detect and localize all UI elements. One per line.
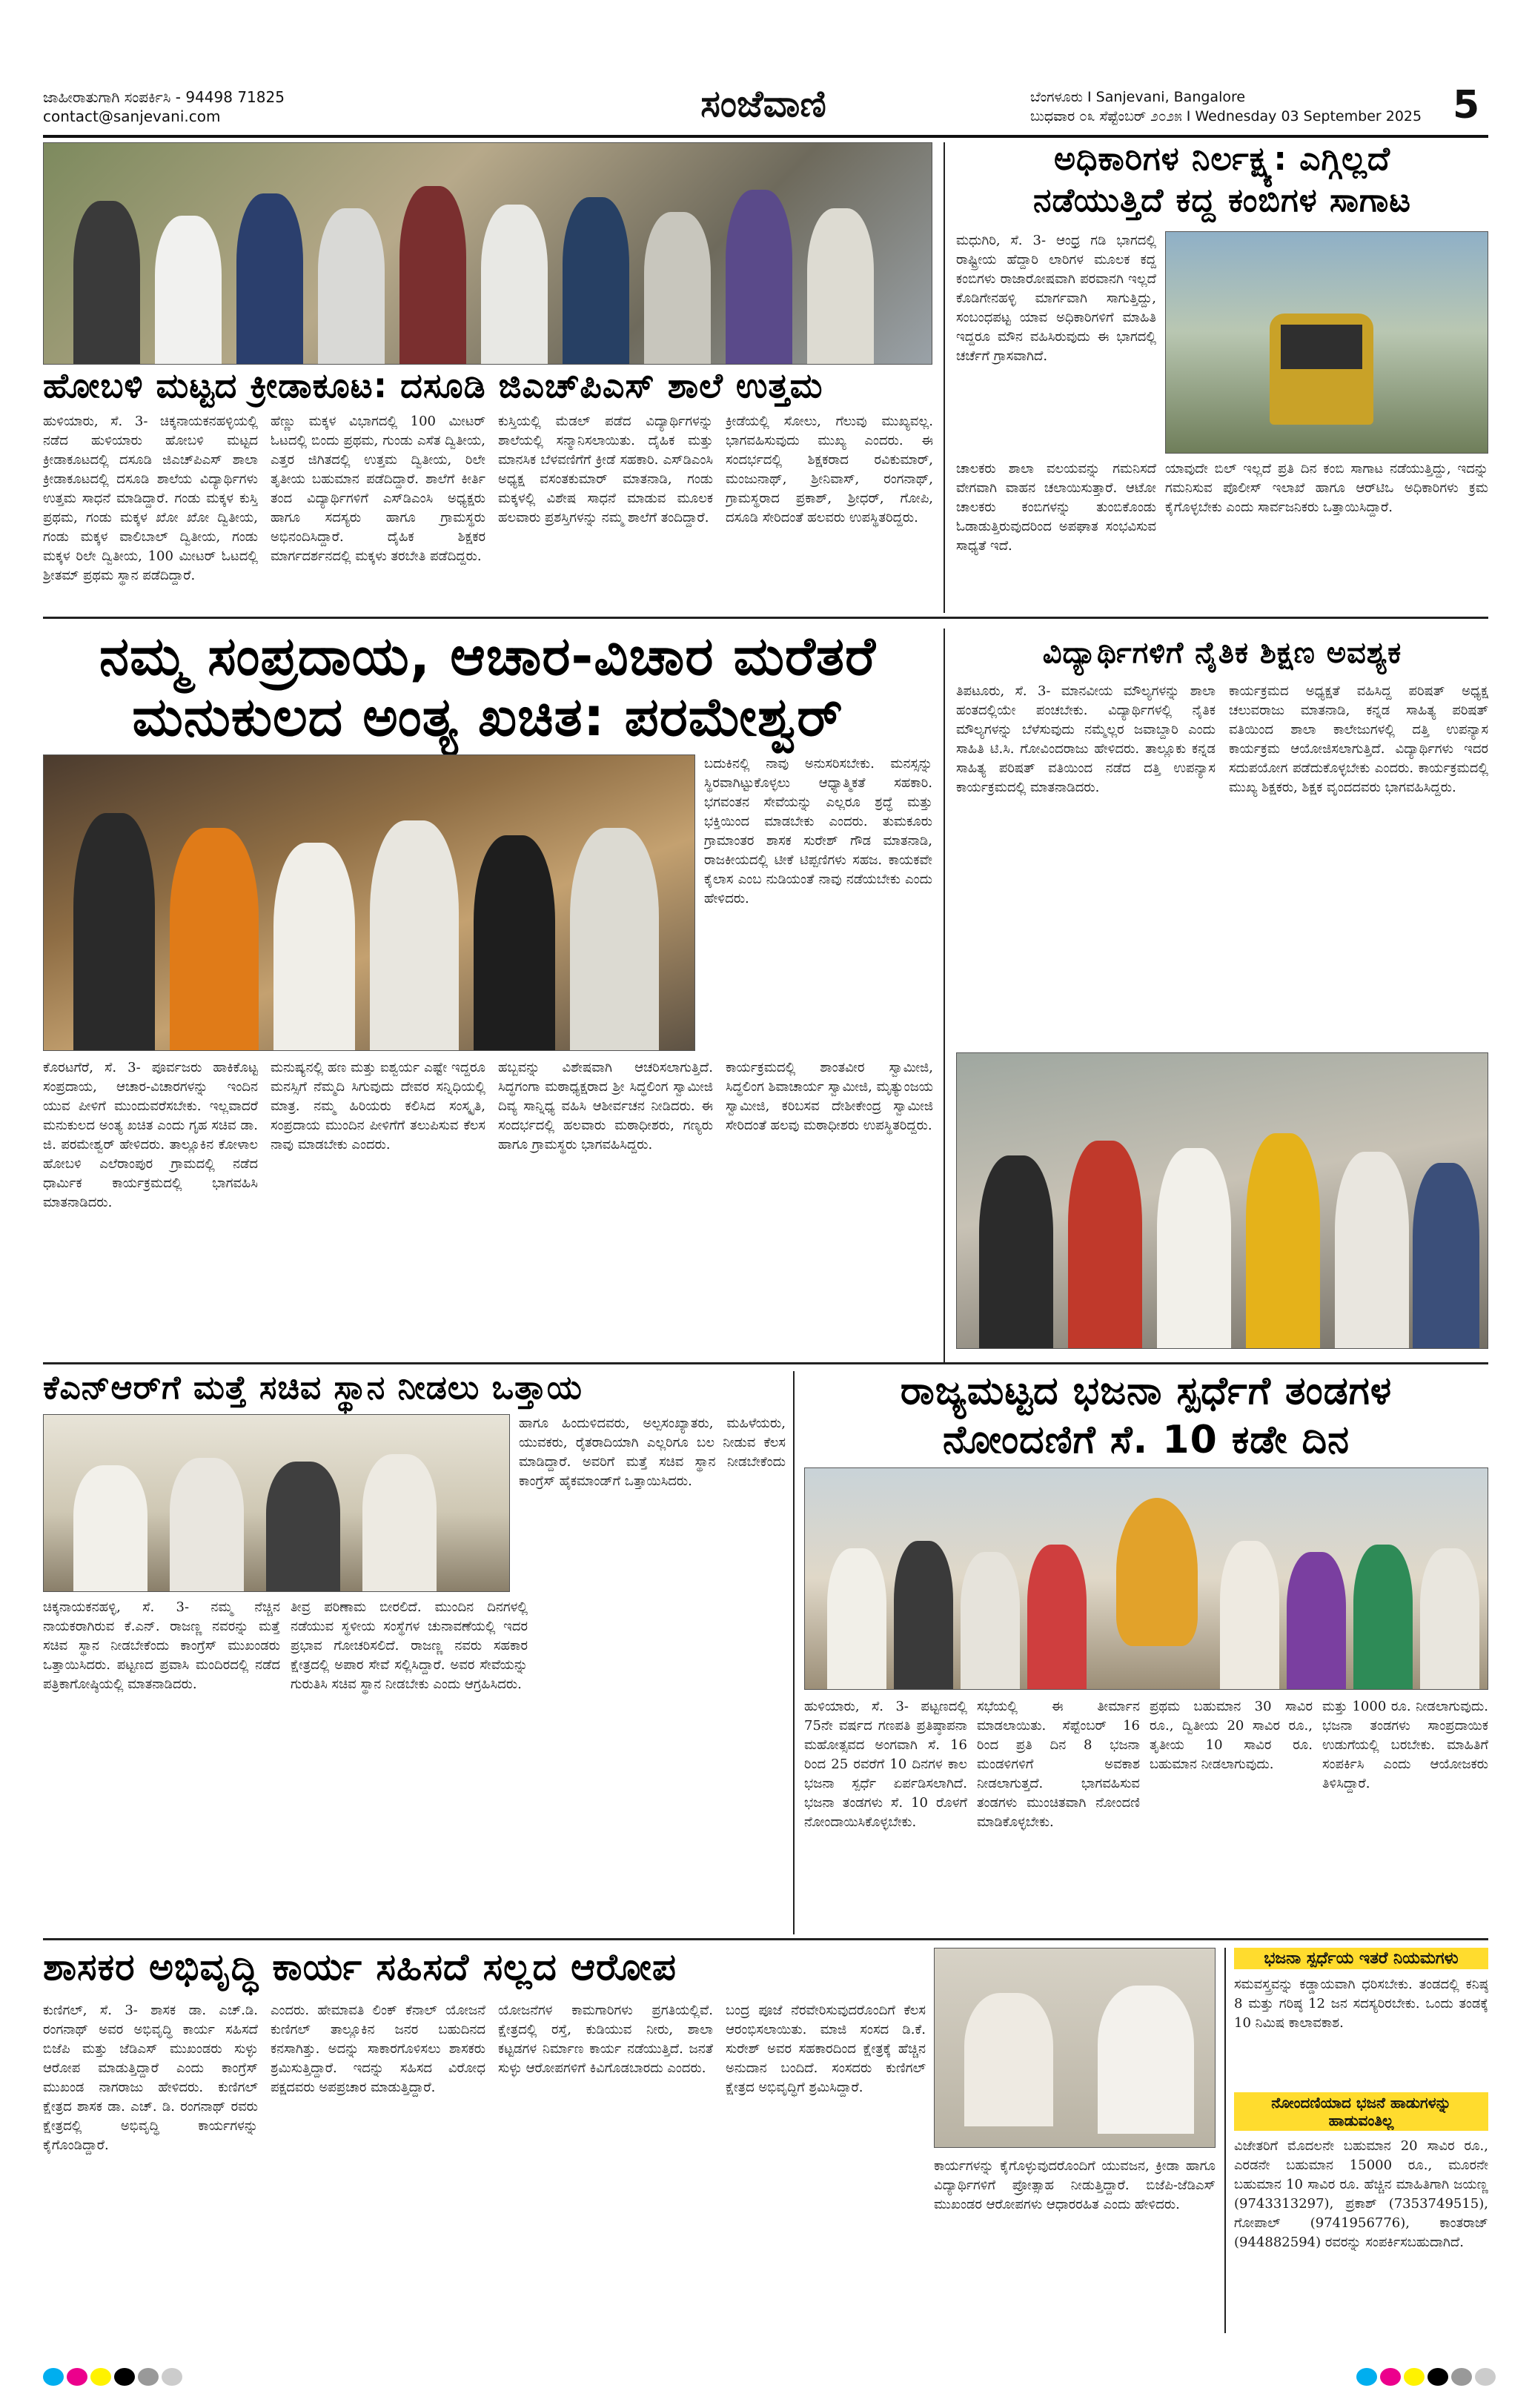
tradition-col-1: ಕೊರಟಗೆರೆ, ಸೆ. 3- ಪೂರ್ವಜರು ಹಾಕಿಕೊಟ್ಟ ಸಂಪ್ರದಾಯ, ಆಚಾರ-ವಿಚಾರಗಳನ್ನು ಇಂದಿನ ಯುವ ಪೀಳಿಗೆ ಮುಂದುವರೆಸಬೇಕು. ಇಲ್ಲವಾದರೆ ಮನುಕುಲದ ಅಂತ್ಯ ಖಚಿತ ಎಂದು ಗೃಹ ಸಚಿವ ಡಾ. ಜಿ. ಪರಮೇಶ್ವರ್ ಹೇಳಿದರು. ತಾಲ್ಲೂಕಿನ ಕೋಳಾಲ ಹೋಬಳಿ ಎಲೆರಾಂಪುರ ಗ್ರಾಮದಲ್ಲಿ ನಡೆದ ಧಾರ್ಮಿಕ ಕಾರ್ಯಕ್ರಮದಲ್ಲಿ ಭಾಗವಹಿಸಿ ಮಾತನಾಡಿದರು. (43, 1060, 258, 1210)
column-divider (793, 1371, 795, 1934)
transport-col-2: ಚಾಲಕರು ಶಾಲಾ ವಲಯವನ್ನು ಗಮನಿಸದೆ ವೇಗವಾಗಿ ವಾಹನ ಚಲಾಯಿಸುತ್ತಾರೆ. ಆಟೋ ಚಾಲಕರು ಕಂಬಿಗಳನ್ನು ತುಂಬಿಕೊಂಡು ಓಡಾಡುತ್ತಿರುವುದರಿಂದ ಅಪಘಾತ ಸಂಭವಿಸುವ ಸಾಧ್ಯತೆ ಇದೆ. (956, 461, 1156, 554)
mla-col-2: ಎಂದರು. ಹೇಮಾವತಿ ಲಿಂಕ್ ಕೆನಾಲ್ ಯೋಜನೆ ಕುಣಿಗಲ್ ತಾಲ್ಲೂಕಿನ ಜನರ ಬಹುದಿನದ ಕನಸಾಗಿತ್ತು. ಅದನ್ನು ಸಾಕಾರಗೊಳಿಸಲು ಶಾಸಕರು ಶ್ರಮಿಸುತ್ತಿದ್ದಾರೆ. ಇದನ್ನು ಸಹಿಸದ ವಿರೋಧ ಪಕ್ಷದವರು ಅಪಪ್ರಚಾರ ಮಾಡುತ್ತಿದ್ದಾರೆ. (271, 2003, 485, 2095)
bhajana-headline-line1: ರಾಜ್ಯಮಟ್ಟದ ಭಜನಾ ಸ್ಪರ್ಧೆಗೆ ತಂಡಗಳ (900, 1369, 1393, 1413)
masthead-edition (1030, 87, 1422, 126)
bhajana-col-4: ಮತ್ತು 1000 ರೂ. ನೀಡಲಾಗುವುದು. ಭಜನಾ ತಂಡಗಳು ಸಾಂಪ್ರದಾಯಿಕ ಉಡುಗೆಯಲ್ಲಿ ಬರಬೇಕು. ಮಾಹಿತಿಗೆ ಸಂಪರ್ಕಿಸಿ ಎಂದು ಆಯೋಜಕರು ತಿಳಿಸಿದ್ದಾರೆ. (1322, 1699, 1488, 1791)
bhajana-col-1: ಹುಳಿಯಾರು, ಸೆ. 3- ಪಟ್ಟಣದಲ್ಲಿ 75ನೇ ವರ್ಷದ ಗಣಪತಿ ಪ್ರತಿಷ್ಠಾಪನಾ ಮಹೋತ್ಸವದ ಅಂಗವಾಗಿ ಸೆ. 16 ರಿಂದ 25 ರವರೆಗೆ 10 ದಿನಗಳ ಕಾಲ ಭಜನಾ ಸ್ಪರ್ಧೆ ಏರ್ಪಡಿಸಲಾಗಿದೆ. ಭಜನಾ ತಂಡಗಳು ಸೆ. 10 ರೊಳಗೆ ನೋಂದಾಯಿಸಿಕೊಳ್ಳಬೇಕು. (804, 1699, 967, 1830)
column-divider (944, 628, 945, 1362)
bhajana-rules-box (1234, 1948, 1488, 2333)
mla-col-5: ಕಾರ್ಯಗಳನ್ನು ಕೈಗೊಳ್ಳುವುದರೊಂದಿಗೆ ಯುವಜನ, ಕ್ರೀಡಾ ಹಾಗೂ ವಿದ್ಯಾರ್ಥಿಗಳಿಗೆ ಪ್ರೋತ್ಸಾಹ ನೀಡುತ್ತಿದ್ದಾರೆ. ಬಿಜೆಪಿ-ಜೆಡಿಎಸ್ ಮುಖಂಡರ ಆರೋಪಗಳು ಆಧಾರರಹಿತ ಎಂದು ಹೇಳಿದರು. (934, 2158, 1216, 2212)
sports-col-1: ಹುಳಿಯಾರು, ಸೆ. 3- ಚಿಕ್ಕನಾಯಕನಹಳ್ಳಿಯಲ್ಲಿ ನಡೆದ ಹುಳಿಯಾರು ಹೋಬಳಿ ಮಟ್ಟದ ಕ್ರೀಡಾಕೂಟದಲ್ಲಿ ದಸೂಡಿ ಜಿಎಚ್‌ಪಿಎಸ್ ಶಾಲಾ ಕ್ರೀಡಾಕೂಟದಲ್ಲಿ ದಸೂಡಿ ಶಾಲೆಯ ವಿದ್ಯಾರ್ಥಿಗಳು ಉತ್ತಮ ಸಾಧನೆ ಮಾಡಿದ್ದಾರೆ. ಗಂಡು ಮಕ್ಕಳ ಕುಸ್ತಿ ಪ್ರಥಮ, ಗಂಡು ಮಕ್ಕಳ ಖೋ ಖೋ ದ್ವಿತೀಯ, ಗಂಡು ಮಕ್ಕಳ ವಾಲಿಬಾಲ್ ದ್ವಿತೀಯ, ಗಂಡು ಮಕ್ಕಳ ರಿಲೇ ದ್ವಿತೀಯ, 100 ಮೀಟರ್ ಓಟದಲ್ಲಿ ಶ್ರೀತಮ್ ಪ್ರಥಮ ಸ್ಥಾನ ಪಡೆದಿದ್ದಾರೆ. (43, 414, 258, 583)
sports-team-photo (43, 142, 932, 365)
bhajana-contacts-text: ವಿಜೇತರಿಗೆ ಮೊದಲನೇ ಬಹುಮಾನ 20 ಸಾವಿರ ರೂ., ಎರಡನೇ ಬಹುಮಾನ 15000 ರೂ., ಮೂರನೇ ಬಹುಮಾನ 10 ಸಾವಿರ ರೂ. ಹೆಚ್ಚಿನ ಮಾಹಿತಿಗಾಗಿ ಜಯಣ್ಣ (9743313297), ಪ್ರಕಾಶ್ (7353749515), ಗೋಪಾಲ್ (9741956776), ಕಾಂತರಾಜ್ (944882594) ರವರನ್ನು ಸಂಪರ್ಕಿಸಬಹುದಾಗಿದೆ. (1234, 2138, 1488, 2250)
header-rule (43, 135, 1488, 138)
auto-rickshaw-photo (1165, 231, 1488, 454)
transport-headline-line2: ನಡೆಯುತ್ತಿದೆ ಕದ್ದ ಕಂಬಿಗಳ ಸಾಗಾಟ (1033, 182, 1411, 219)
speaker-photo (934, 1948, 1216, 2148)
bhajana-rules-heading: ಭಜನಾ ಸ್ಪರ್ಧೆಯ ಇತರೆ ನಿಯಮಗಳು (1234, 1948, 1488, 1969)
color-registration-bar-right (1356, 2368, 1496, 2386)
column-divider (944, 142, 945, 613)
press-meet-photo (43, 1414, 510, 1592)
tradition-headline-line1: ನಮ್ಮ ಸಂಪ್ರದಾಯ, ಆಚಾರ-ವಿಚಾರ ಮರೆತರೆ (99, 625, 877, 687)
masthead-contact (43, 87, 285, 126)
tradition-headline-line2: ಮನುಕುಲದ ಅಂತ್ಯ ಖಚಿತ: ಪರಮೇಶ್ವರ್ (132, 686, 843, 748)
tradition-col-2: ಮನುಷ್ಯನಲ್ಲಿ ಹಣ ಮತ್ತು ಐಶ್ವರ್ಯ ಎಷ್ಟೇ ಇದ್ದರೂ ಮನಸ್ಸಿಗೆ ನೆಮ್ಮದಿ ಸಿಗುವುದು ದೇವರ ಸನ್ನಿಧಿಯಲ್ಲಿ ಮಾತ್ರ. ನಮ್ಮ ಹಿರಿಯರು ಕಲಿಸಿದ ಸಂಸ್ಕೃತಿ, ಸಂಪ್ರದಾಯ ಮುಂದಿನ ಪೀಳಿಗೆಗೆ ತಲುಪಿಸುವ ಕೆಲಸ ನಾವು ಮಾಡಬೇಕು ಎಂದರು. (271, 1060, 485, 1152)
ethics-col-2: ಕಾರ್ಯಕ್ರಮದ ಅಧ್ಯಕ್ಷತೆ ವಹಿಸಿದ್ದ ಪರಿಷತ್ ಅಧ್ಯಕ್ಷ ಚಲುವರಾಜು ಮಾತನಾಡಿ, ಕನ್ನಡ ಸಾಹಿತ್ಯ ಪರಿಷತ್ ವತಿಯಿಂದ ಶಾಲಾ ಕಾಲೇಜುಗಳಲ್ಲಿ ದತ್ತಿ ಉಪನ್ಯಾಸ ಕಾರ್ಯಕ್ರಮ ಆಯೋಜಿಸಲಾಗುತ್ತಿದೆ. ವಿದ್ಯಾರ್ಥಿಗಳು ಇದರ ಸದುಪಯೋಗ ಪಡೆದುಕೊಳ್ಳಬೇಕು ಎಂದರು. ಕಾರ್ಯಕ್ರಮದಲ್ಲಿ ಮುಖ್ಯ ಶಿಕ್ಷಕರು, ಶಿಕ್ಷಕ ವೃಂದದವರು ಭಾಗವಹಿಸಿದ್ದರು. (1229, 683, 1488, 795)
date-line: ಬುಧವಾರ ೦೩ ಸೆಪ್ಟೆಂಬರ್ ೨೦೨೫ I Wednesday 03 September 2025 (1030, 108, 1422, 125)
mla-col-3: ಯೋಜನೆಗಳ ಕಾಮಗಾರಿಗಳು ಪ್ರಗತಿಯಲ್ಲಿವೆ. ಕ್ಷೇತ್ರದಲ್ಲಿ ರಸ್ತೆ, ಕುಡಿಯುವ ನೀರು, ಶಾಲಾ ಕಟ್ಟಡಗಳ ನಿರ್ಮಾಣ ಕಾರ್ಯ ನಡೆಯುತ್ತಿದೆ. ಜನತೆ ಸುಳ್ಳು ಆರೋಪಗಳಿಗೆ ಕಿವಿಗೊಡಬಾರದು ಎಂದರು. (498, 2003, 713, 2076)
email-line: contact@sanjevani.com (43, 107, 221, 125)
ad-contact-line: ಜಾಹೀರಾತುಗಾಗಿ ಸಂಪರ್ಕಿಸಿ - 94498 71825 (43, 88, 285, 106)
tradition-right-col: ಬದುಕಿನಲ್ಲಿ ನಾವು ಅನುಸರಿಸಬೇಕು. ಮನಸ್ಸನ್ನು ಸ್ಥಿರವಾಗಿಟ್ಟುಕೊಳ್ಳಲು ಆಧ್ಯಾತ್ಮಿಕತೆ ಸಹಕಾರಿ. ಭಗವಂತನ ಸೇವೆಯನ್ನು ಎಲ್ಲರೂ ಶ್ರದ್ಧೆ ಮತ್ತು ಭಕ್ತಿಯಿಂದ ಮಾಡಬೇಕು ಎಂದರು. ತುಮಕೂರು ಗ್ರಾಮಾಂತರ ಶಾಸಕ ಸುರೇಶ್ ಗೌಡ ಮಾತನಾಡಿ, ರಾಜಕೀಯದಲ್ಲಿ ಟೀಕೆ ಟಿಪ್ಪಣಿಗಳು ಸಹಜ. ಕಾಯಕವೇ ಕೈಲಾಸ ಎಂಬ ನುಡಿಯಂತೆ ನಾವು ನಡೆಯಬೇಕು ಎಂದು ಹೇಳಿದರು. (704, 756, 932, 906)
transport-col-1: ಮಧುಗಿರಿ, ಸೆ. 3- ಆಂಧ್ರ ಗಡಿ ಭಾಗದಲ್ಲಿ ರಾಷ್ಟ್ರೀಯ ಹೆದ್ದಾರಿ ಲಾರಿಗಳ ಮೂಲಕ ಕದ್ದ ಕಂಬಿಗಳು ರಾಜಾರೋಷವಾಗಿ ಪರವಾನಗಿ ಇಲ್ಲದೆ ಕೊಡಿಗೇನಹಳ್ಳಿ ಮಾರ್ಗವಾಗಿ ಸಾಗುತ್ತಿದ್ದು, ಸಂಬಂಧಪಟ್ಟ ಯಾವ ಅಧಿಕಾರಿಗಳಿಗೆ ಮಾಹಿತಿ ಇದ್ದರೂ ಮೌನ ವಹಿಸಿರುವುದು ಈ ಭಾಗದಲ್ಲಿ ಚರ್ಚೆಗೆ ಗ್ರಾಸವಾಗಿದೆ. (956, 233, 1156, 364)
bhajana-col-2: ಸಭೆಯಲ್ಲಿ ಈ ತೀರ್ಮಾನ ಮಾಡಲಾಯಿತು. ಸೆಪ್ಟೆಂಬರ್ 16 ರಿಂದ ಪ್ರತಿ ದಿನ 8 ಭಜನಾ ಮಂಡಳಿಗಳಿಗೆ ಅವಕಾಶ ನೀಡಲಾಗುತ್ತದೆ. ಭಾಗವಹಿಸುವ ತಂಡಗಳು ಮುಂಚಿತವಾಗಿ ನೋಂದಣಿ ಮಾಡಿಕೊಳ್ಳಬೇಕು. (977, 1699, 1140, 1830)
section-divider (43, 1938, 1488, 1940)
newspaper-logo: ಸಂಜೆವಾಣಿ (700, 82, 826, 125)
mla-headline: ಶಾಸಕರ ಅಭಿವೃದ್ಧಿ ಕಾರ್ಯ ಸಹಿಸದೆ ಸಲ್ಲದ ಆರೋಪ (43, 1946, 677, 1989)
knr-col-1: ಚಿಕ್ಕನಾಯಕನಹಳ್ಳಿ, ಸೆ. 3- ನಮ್ಮ ನೆಚ್ಚಿನ ನಾಯಕರಾಗಿರುವ ಕೆ.ಎನ್. ರಾಜಣ್ಣ ನವರನ್ನು ಮತ್ತೆ ಸಚಿವ ಸ್ಥಾನ ನೀಡಬೇಕೆಂದು ಕಾಂಗ್ರೆಸ್ ಮುಖಂಡರು ಒತ್ತಾಯಿಸಿದರು. ಪಟ್ಟಣದ ಪ್ರವಾಸಿ ಮಂದಿರದಲ್ಲಿ ನಡೆದ ಪತ್ರಿಕಾಗೋಷ್ಠಿಯಲ್ಲಿ ಮಾತನಾಡಿದರು. (43, 1599, 280, 1692)
section-divider (43, 617, 1488, 619)
section-divider (43, 1362, 1488, 1364)
bhajana-col-3: ಪ್ರಥಮ ಬಹುಮಾನ 30 ಸಾವಿರ ರೂ., ದ್ವಿತೀಯ 20 ಸಾವಿರ ರೂ., ತೃತೀಯ 10 ಸಾವಿರ ರೂ. ಬಹುಮಾನ ನೀಡಲಾಗುವುದು. (1150, 1699, 1313, 1772)
knr-col-2: ತೀವ್ರ ಪರಿಣಾಮ ಬೀರಲಿದೆ. ಮುಂದಿನ ದಿನಗಳಲ್ಲಿ ನಡೆಯುವ ಸ್ಥಳೀಯ ಸಂಸ್ಥೆಗಳ ಚುನಾವಣೆಯಲ್ಲಿ ಇದರ ಪ್ರಭಾವ ಗೋಚರಿಸಲಿದೆ. ರಾಜಣ್ಣ ನವರು ಸಹಕಾರ ಕ್ಷೇತ್ರದಲ್ಲಿ ಅಪಾರ ಸೇವೆ ಸಲ್ಲಿಸಿದ್ದಾರೆ. ಅವರ ಸೇವೆಯನ್ನು ಗುರುತಿಸಿ ಸಚಿವ ಸ್ಥಾನ ನೀಡಬೇಕು ಎಂದು ಆಗ್ರಹಿಸಿದರು. (291, 1599, 528, 1692)
transport-col-3: ಯಾವುದೇ ಬಿಲ್ ಇಲ್ಲದೆ ಪ್ರತಿ ದಿನ ಕಂಬಿ ಸಾಗಾಟ ನಡೆಯುತ್ತಿದ್ದು, ಇದನ್ನು ಗಮನಿಸುವ ಪೊಲೀಸ್ ಇಲಾಖೆ ಹಾಗೂ ಆರ್‌ಟಿಒ ಅಧಿಕಾರಿಗಳು ಕ್ರಮ ಕೈಗೊಳ್ಳಬೇಕು ಎಂದು ಸಾರ್ವಜನಿಕರು ಒತ್ತಾಯಿಸಿದ್ದಾರೆ. (1165, 461, 1488, 515)
sports-headline: ಹೋಬಳಿ ಮಟ್ಟದ ಕ್ರೀಡಾಕೂಟ: ದಸೂಡಿ ಜಿಎಚ್‌ಪಿಎಸ್ ಶಾಲೆ ಉತ್ತಮ (43, 365, 823, 405)
sports-col-2: ಹೆಣ್ಣು ಮಕ್ಕಳ ವಿಭಾಗದಲ್ಲಿ 100 ಮೀಟರ್ ಓಟದಲ್ಲಿ ಬಿಂದು ಪ್ರಥಮ, ಗುಂಡು ಎಸೆತ ದ್ವಿತೀಯ, ಎತ್ತರ ಜಿಗಿತದಲ್ಲಿ ಉತ್ತಮ ದ್ವಿತೀಯ, ರಿಲೇ ತೃತೀಯ ಬಹುಮಾನ ಪಡೆದಿದ್ದಾರೆ. ಶಾಲೆಗೆ ಕೀರ್ತಿ ತಂದ ವಿದ್ಯಾರ್ಥಿಗಳಿಗೆ ಎಸ್‌ಡಿಎಂಸಿ ಅಧ್ಯಕ್ಷರು ಹಾಗೂ ಸದಸ್ಯರು ಹಾಗೂ ಗ್ರಾಮಸ್ಥರು ಅಭಿನಂದಿಸಿದ್ದಾರೆ. ದೈಹಿಕ ಶಿಕ್ಷಕರ ಮಾರ್ಗದರ್ಶನದಲ್ಲಿ ಮಕ್ಕಳು ತರಬೇತಿ ಪಡೆದಿದ್ದರು. (271, 414, 485, 564)
color-registration-bar-left (43, 2368, 182, 2386)
ceremony-photo (43, 754, 695, 1051)
lamp-lighting-photo (956, 1052, 1488, 1349)
tradition-col-3: ಹಬ್ಬವನ್ನು ವಿಶೇಷವಾಗಿ ಆಚರಿಸಲಾಗುತ್ತಿದೆ. ಸಿದ್ಧಗಂಗಾ ಮಠಾಧ್ಯಕ್ಷರಾದ ಶ್ರೀ ಸಿದ್ಧಲಿಂಗ ಸ್ವಾಮೀಜಿ ದಿವ್ಯ ಸಾನ್ನಿಧ್ಯ ವಹಿಸಿ ಆಶೀರ್ವಚನ ನೀಡಿದರು. ಈ ಸಂದರ್ಭದಲ್ಲಿ ಹಲವಾರು ಮಠಾಧೀಶರು, ಗಣ್ಯರು ಹಾಗೂ ಗ್ರಾಮಸ್ಥರು ಭಾಗವಹಿಸಿದ್ದರು. (498, 1060, 713, 1152)
mla-col-1: ಕುಣಿಗಲ್, ಸೆ. 3- ಶಾಸಕ ಡಾ. ಎಚ್.ಡಿ. ರಂಗನಾಥ್ ಅವರ ಅಭಿವೃದ್ಧಿ ಕಾರ್ಯ ಸಹಿಸದೆ ಬಿಜೆಪಿ ಮತ್ತು ಜೆಡಿಎಸ್ ಮುಖಂಡರು ಸುಳ್ಳು ಆರೋಪ ಮಾಡುತ್ತಿದ್ದಾರೆ ಎಂದು ಕಾಂಗ್ರೆಸ್ ಮುಖಂಡ ನಾಗರಾಜು ಹೇಳಿದರು. ಕುಣಿಗಲ್ ಕ್ಷೇತ್ರದ ಶಾಸಕ ಡಾ. ಎಚ್. ಡಿ. ರಂಗನಾಥ್ ರವರು ಕ್ಷೇತ್ರದಲ್ಲಿ ಅಭಿವೃದ್ಧಿ ಕಾರ್ಯಗಳನ್ನು ಕೈಗೊಂಡಿದ್ದಾರೆ. (43, 2003, 258, 2153)
mla-col-4: ಬಂದ್ರ ಪೂಜೆ ನೆರವೇರಿಸುವುದರೊಂದಿಗೆ ಕೆಲಸ ಆರಂಭಿಸಲಾಯಿತು. ಮಾಜಿ ಸಂಸದ ಡಿ.ಕೆ. ಸುರೇಶ್ ಅವರ ಸಹಕಾರದಿಂದ ಕ್ಷೇತ್ರಕ್ಕೆ ಹೆಚ್ಚಿನ ಅನುದಾನ ಬಂದಿದೆ. ಸಂಸದರು ಕುಣಿಗಲ್ ಕ್ಷೇತ್ರದ ಅಭಿವೃದ್ಧಿಗೆ ಶ್ರಮಿಸಿದ್ದಾರೆ. (726, 2003, 926, 2095)
ethics-headline: ವಿದ್ಯಾರ್ಥಿಗಳಿಗೆ ನೈತಿಕ ಶಿಕ್ಷಣ ಅವಶ್ಯಕ (1042, 636, 1402, 670)
knr-headline: ಕೆಎನ್‌ಆರ್‌ಗೆ ಮತ್ತೆ ಸಚಿವ ಸ್ಥಾನ ನೀಡಲು ಒತ್ತಾಯ (43, 1369, 583, 1407)
transport-headline-line1: ಅಧಿಕಾರಿಗಳ ನಿರ್ಲಕ್ಷ್ಯ: ಎಗ್ಗಿಲ್ಲದೆ (1053, 140, 1391, 178)
column-divider (1224, 1948, 1226, 2333)
bhajana-songs-heading: ನೋಂದಣಿಯಾದ ಭಜನೆ ಹಾಡುಗಳನ್ನು ಹಾಡುವಂತಿಲ್ಲ (1234, 2092, 1488, 2131)
sports-col-3: ಕುಸ್ತಿಯಲ್ಲಿ ಮೆಡಲ್ ಪಡೆದ ವಿದ್ಯಾರ್ಥಿಗಳನ್ನು ಶಾಲೆಯಲ್ಲಿ ಸನ್ಮಾನಿಸಲಾಯಿತು. ದೈಹಿಕ ಮತ್ತು ಮಾನಸಿಕ ಬೆಳವಣಿಗೆಗೆ ಕ್ರೀಡೆ ಸಹಕಾರಿ. ಎಸ್‌ಡಿಎಂಸಿ ಅಧ್ಯಕ್ಷ ವಸಂತಕುಮಾರ್ ಮಾತನಾಡಿ, ಗಂಡು ಮಕ್ಕಳಲ್ಲಿ ವಿಶೇಷ ಸಾಧನೆ ಮಾಡುವ ಮೂಲಕ ಹಲವಾರು ಪ್ರಶಸ್ತಿಗಳನ್ನು ನಮ್ಮ ಶಾಲೆಗೆ ತಂದಿದ್ದಾರೆ. (498, 414, 713, 525)
bhajana-rules-text: ಸಮವಸ್ತ್ರವನ್ನು ಕಡ್ಡಾಯವಾಗಿ ಧರಿಸಬೇಕು. ತಂಡದಲ್ಲಿ ಕನಿಷ್ಠ 8 ಮತ್ತು ಗರಿಷ್ಠ 12 ಜನ ಸದಸ್ಯರಿರಬೇಕು. ಒಂದು ತಂಡಕ್ಕೆ 10 ನಿಮಿಷ ಕಾಲಾವಕಾಶ. (1234, 1977, 1488, 2031)
bhajana-headline-line2: ನೋಂದಣಿಗೆ ಸೆ. 10 ಕಡೇ ದಿನ (942, 1418, 1350, 1462)
tradition-col-4: ಕಾರ್ಯಕ್ರಮದಲ್ಲಿ ಶಾಂತವೀರ ಸ್ವಾಮೀಜಿ, ಸಿದ್ಧಲಿಂಗ ಶಿವಾಚಾರ್ಯ ಸ್ವಾಮೀಜಿ, ಮೃತ್ಯುಂಜಯ ಸ್ವಾಮೀಜಿ, ಕರಿಬಸವ ದೇಶೀಕೇಂದ್ರ ಸ್ವಾಮೀಜಿ ಸೇರಿದಂತೆ ಹಲವು ಮಠಾಧೀಶರು ಉಪಸ್ಥಿತರಿದ್ದರು. (726, 1060, 933, 1133)
city-edition: ಬೆಂಗಳೂರು I Sanjevani, Bangalore (1030, 89, 1246, 105)
sports-col-4: ಕ್ರೀಡೆಯಲ್ಲಿ ಸೋಲು, ಗೆಲುವು ಮುಖ್ಯವಲ್ಲ. ಭಾಗವಹಿಸುವುದು ಮುಖ್ಯ ಎಂದರು. ಈ ಸಂದರ್ಭದಲ್ಲಿ ಶಿಕ್ಷಕರಾದ ರವಿಕುಮಾರ್, ಮಂಜುನಾಥ್, ಶ್ರೀನಿವಾಸ್, ರಂಗನಾಥ್, ಗ್ರಾಮಸ್ಥರಾದ ಪ್ರಕಾಶ್, ಶ್ರೀಧರ್, ಗೋಪಿ, ದಸೂಡಿ ಸೇರಿದಂತೆ ಹಲವರು ಉಪಸ್ಥಿತರಿದ್ದರು. (726, 414, 933, 525)
page-number: 5 (1453, 83, 1480, 127)
knr-right-col: ಹಾಗೂ ಹಿಂದುಳಿದವರು, ಅಲ್ಪಸಂಖ್ಯಾತರು, ಮಹಿಳೆಯರು, ಯುವಕರು, ರೈತರಾದಿಯಾಗಿ ಎಲ್ಲರಿಗೂ ಬಲ ನೀಡುವ ಕೆಲಸ ಮಾಡಿದ್ದಾರೆ. ಅವರಿಗೆ ಮತ್ತೆ ಸಚಿವ ಸ್ಥಾನ ನೀಡಬೇಕೆಂದು ಕಾಂಗ್ರೆಸ್ ಹೈಕಮಾಂಡ್‌ಗೆ ಒತ್ತಾಯಿಸಿದರು. (519, 1416, 786, 1489)
ganesha-meeting-photo (804, 1467, 1488, 1690)
ethics-col-1: ತಿಪಟೂರು, ಸೆ. 3- ಮಾನವೀಯ ಮೌಲ್ಯಗಳನ್ನು ಶಾಲಾ ಹಂತದಲ್ಲಿಯೇ ಪಂಚಬೇಕು. ವಿದ್ಯಾರ್ಥಿಗಳಲ್ಲಿ ನೈತಿಕ ಮೌಲ್ಯಗಳನ್ನು ಬೆಳೆಸುವುದು ನಮ್ಮೆಲ್ಲರ ಜವಾಬ್ದಾರಿ ಎಂದು ಸಾಹಿತಿ ಟಿ.ಸಿ. ಗೋವಿಂದರಾಜು ಹೇಳಿದರು. ತಾಲ್ಲೂಕು ಕನ್ನಡ ಸಾಹಿತ್ಯ ಪರಿಷತ್ ವತಿಯಿಂದ ನಡೆದ ದತ್ತಿ ಉಪನ್ಯಾಸ ಕಾರ್ಯಕ್ರಮದಲ್ಲಿ ಮಾತನಾಡಿದರು. (956, 683, 1216, 795)
